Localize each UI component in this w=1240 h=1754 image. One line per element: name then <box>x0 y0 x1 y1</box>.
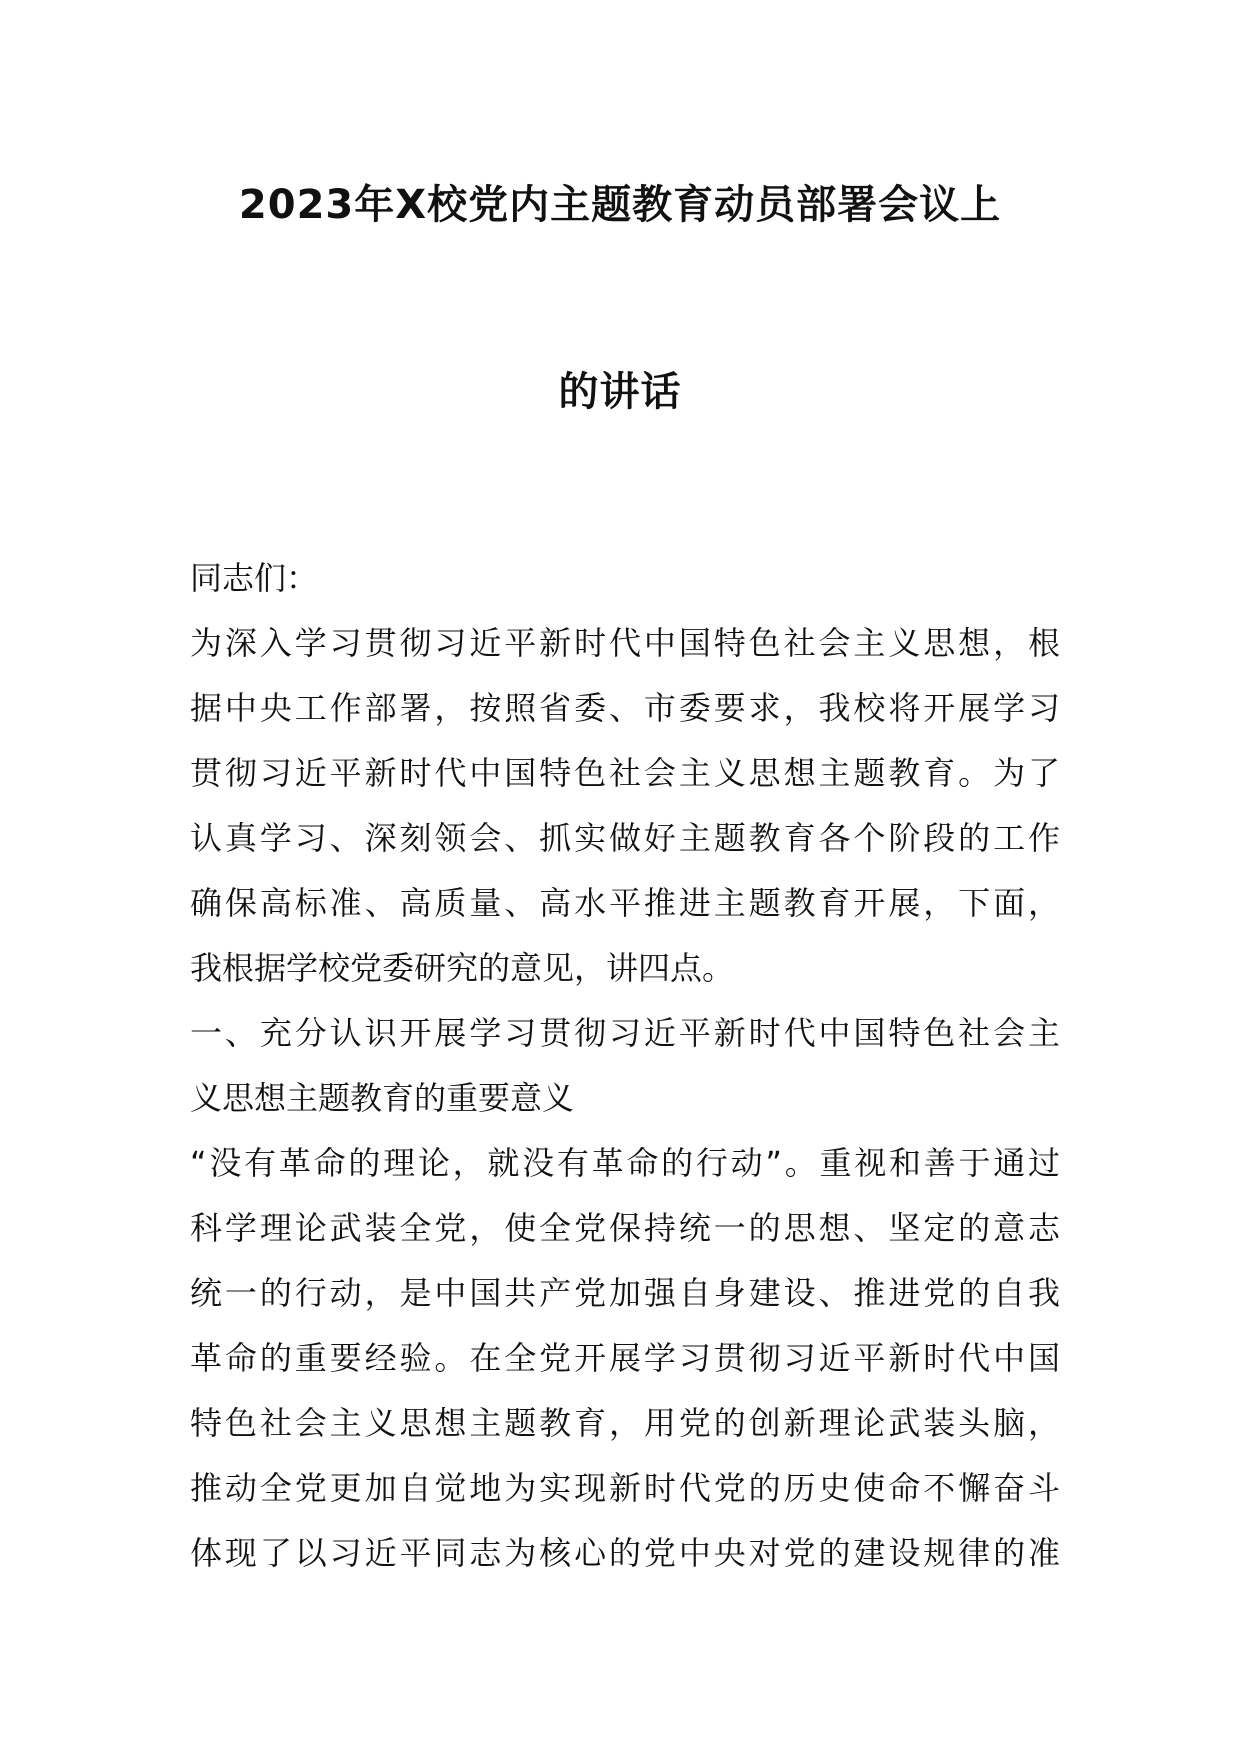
body-line: 据中央工作部署，按照省委、市委要求，我校将开展学习 <box>190 689 1060 727</box>
body-line: 革命的重要经验。在全党开展学习贯彻习近平新时代中国 <box>190 1339 1060 1377</box>
body-line: “没有革命的理论，就没有革命的行动”。重视和善于通过 <box>190 1144 1060 1182</box>
body-line: 为深入学习贯彻习近平新时代中国特色社会主义思想，根 <box>190 624 1060 662</box>
body-line: 认真学习、深刻领会、抓实做好主题教育各个阶段的工作 <box>190 819 1060 857</box>
body-line: 特色社会主义思想主题教育，用党的创新理论武装头脑， <box>190 1404 1060 1442</box>
body-line: 确保高标准、高质量、高水平推进主题教育开展，下面， <box>190 884 1060 922</box>
section-heading-line: 一、充分认识开展学习贯彻习近平新时代中国特色社会主 <box>190 1014 1060 1052</box>
document-title-line-1: 2023年X校党内主题教育动员部署会议上 <box>238 182 1002 228</box>
body-line: 推动全党更加自觉地为实现新时代党的历史使命不懈奋斗 <box>190 1469 1060 1507</box>
body-line: 体现了以习近平同志为核心的党中央对党的建设规律的准 <box>190 1534 1060 1572</box>
body-line: 贯彻习近平新时代中国特色社会主义思想主题教育。为了 <box>190 754 1060 792</box>
salutation: 同志们： <box>190 559 319 597</box>
document-title-line-2: 的讲话 <box>558 369 682 415</box>
body-line: 统一的行动，是中国共产党加强自身建设、推进党的自我 <box>190 1274 1060 1312</box>
body-line: 我根据学校党委研究的意见，讲四点。 <box>190 949 735 987</box>
body-line: 科学理论武装全党，使全党保持统一的思想、坚定的意志 <box>190 1209 1060 1247</box>
document-body <box>190 546 1060 1586</box>
section-heading-line: 义思想主题教育的重要意义 <box>190 1079 575 1117</box>
